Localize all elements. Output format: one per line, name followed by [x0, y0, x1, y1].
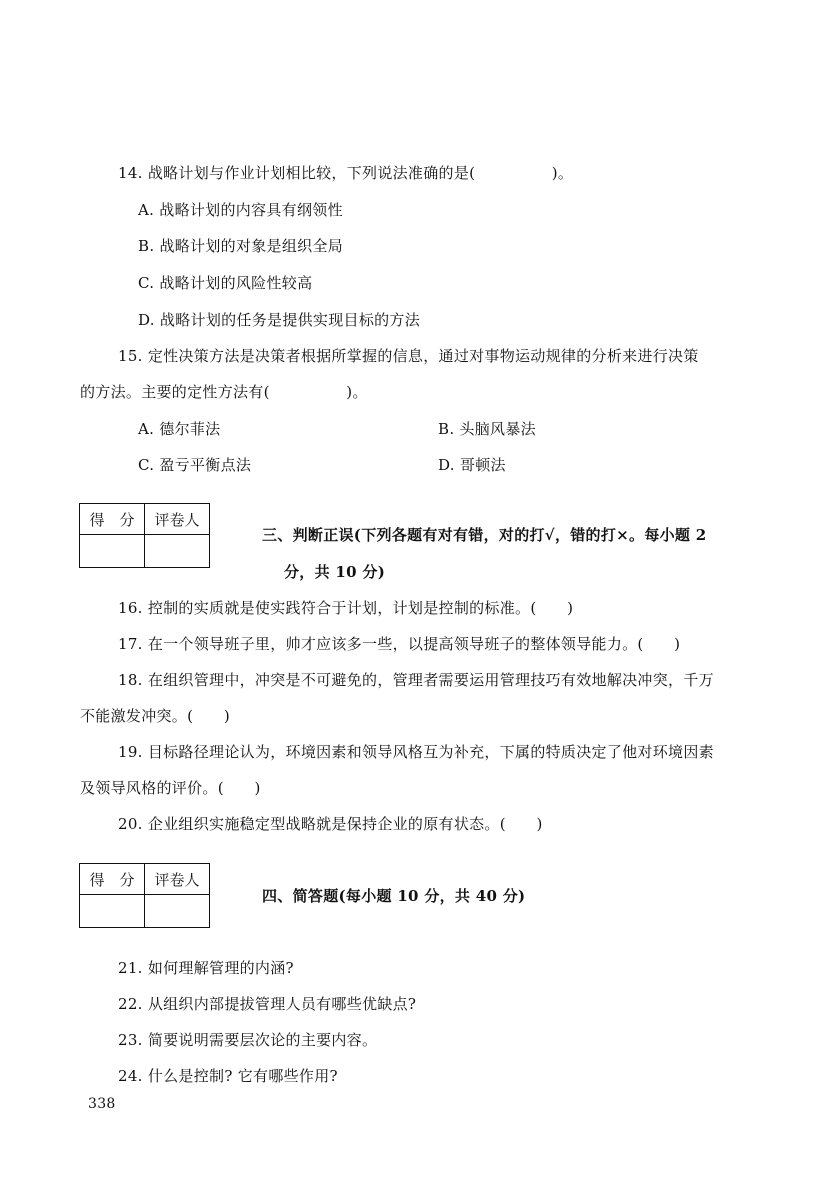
grader-cell: [145, 535, 210, 568]
q22: 22. 从组织内部提拔管理人员有哪些优缺点?: [118, 995, 417, 1013]
q23: 23. 简要说明需要层次论的主要内容。: [118, 1031, 378, 1049]
grader-cell: [145, 895, 210, 928]
q15-option-a: A. 德尔菲法: [138, 420, 221, 438]
q16: 16. 控制的实质就是使实践符合于计划，计划是控制的标准。( ): [118, 599, 574, 617]
section4-title: 四、简答题(每小题 10 分，共 40 分): [262, 887, 526, 905]
q19-line1: 19. 目标路径理论认为，环境因素和领导风格互为补充，下属的特质决定了他对环境因素: [118, 743, 714, 761]
q15-option-b: B. 头脑风暴法: [438, 420, 536, 438]
q14-option-b: B. 战略计划的对象是组织全局: [138, 237, 344, 255]
page-number: 338: [88, 1096, 116, 1112]
q15-stem-line1: 15. 定性决策方法是决策者根据所掌握的信息，通过对事物运动规律的分析来进行决策: [118, 347, 699, 365]
score-box: [79, 863, 210, 928]
score-cell: [80, 535, 145, 568]
q14-stem: 14. 战略计划与作业计划相比较，下列说法准确的是( )。: [118, 164, 574, 182]
q18-line1: 18. 在组织管理中，冲突是不可避免的，管理者需要运用管理技巧有效地解决冲突，千万: [118, 671, 714, 689]
q14-option-c: C. 战略计划的风险性较高: [138, 274, 313, 292]
q24: 24. 什么是控制? 它有哪些作用?: [118, 1067, 338, 1085]
q15-option-d: D. 哥顿法: [438, 456, 506, 474]
grader-label: 评卷人: [145, 504, 210, 535]
score-label: 得 分: [80, 864, 145, 895]
q18-line2: 不能激发冲突。( ): [80, 707, 231, 725]
q14-option-d: D. 战略计划的任务是提供实现目标的方法: [138, 311, 421, 329]
score-label: 得 分: [80, 504, 145, 535]
section3-title-line2: 分，共 10 分): [284, 563, 386, 581]
q15-option-c: C. 盈亏平衡点法: [138, 456, 252, 474]
score-box: [79, 503, 210, 568]
section3-title-line1: 三、判断正误(下列各题有对有错，对的打√，错的打×。每小题 2: [262, 526, 707, 544]
q21: 21. 如何理解管理的内涵?: [118, 959, 294, 977]
q14-option-a: A. 战略计划的内容具有纲领性: [138, 201, 343, 219]
q17: 17. 在一个领导班子里，帅才应该多一些，以提高领导班子的整体领导能力。( ): [118, 635, 681, 653]
score-cell: [80, 895, 145, 928]
q20: 20. 企业组织实施稳定型战略就是保持企业的原有状态。( ): [118, 815, 543, 833]
q19-line2: 及领导风格的评价。( ): [80, 779, 261, 797]
grader-label: 评卷人: [145, 864, 210, 895]
q15-stem-line2: 的方法。主要的定性方法有( )。: [80, 383, 368, 401]
